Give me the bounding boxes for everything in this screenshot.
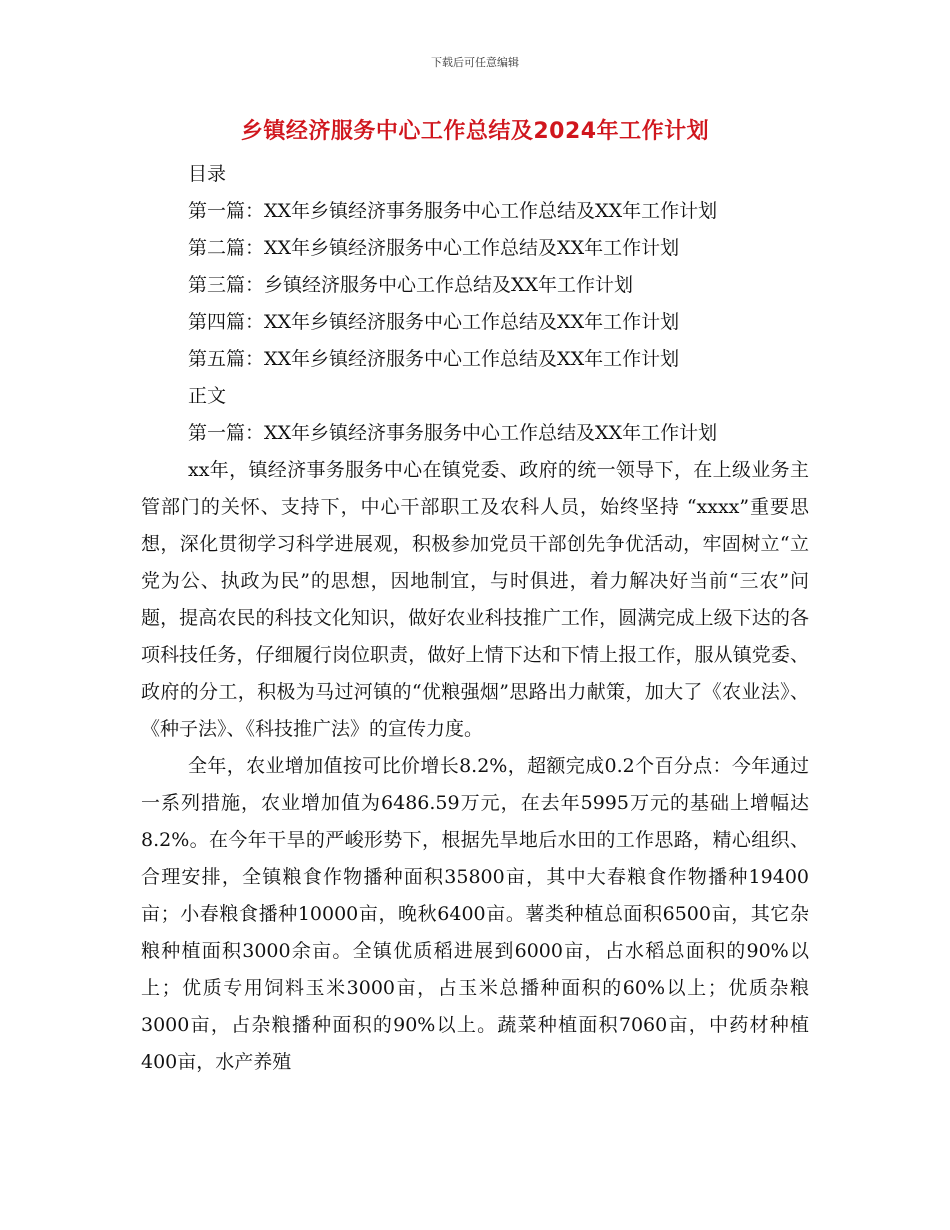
paragraph-2: 全年，农业增加值按可比价增长8.2%，超额完成0.2个百分点：今年通过一系列措施，农业增加值为6486.59万元，在去年5995万元的基础上增幅达8.2%。在今年干旱的严峻形势下，根据先旱地后水田的工作思路，精心组织、合理安排，全镇粮食作物播种面积35800亩，其中大春粮食作物播种19400亩；小春粮食播种10000亩，晚秋6400亩。薯类种植总面积6500亩，其它杂粮种植面积3000余亩。全镇优质稻进展到6000亩，占水稻总面积的90%以上；优质专用饲料玉米3000亩，占玉米总播种面积的60%以上；优质杂粮3000亩，占杂粮播种面积的90%以上。蔬菜种植面积7060亩，中药材种植400亩，水产养殖 xyxy=(141,755,809,1073)
page-header-note: 下载后可任意编辑 xyxy=(431,56,519,69)
toc-heading: 目录 xyxy=(188,163,227,185)
toc-item-1: 第一篇：XX年乡镇经济事务服务中心工作总结及XX年工作计划 xyxy=(188,200,718,222)
document-title: 乡镇经济服务中心工作总结及2024年工作计划 xyxy=(240,119,710,144)
body-heading: 正文 xyxy=(188,385,227,407)
toc-item-5: 第五篇：XX年乡镇经济服务中心工作总结及XX年工作计划 xyxy=(188,348,680,370)
toc-item-3: 第三篇：乡镇经济服务中心工作总结及XX年工作计划 xyxy=(188,274,634,296)
paragraph-1: xx年，镇经济事务服务中心在镇党委、政府的统一领导下，在上级业务主管部门的关怀、支持下，中心干部职工及农科人员，始终坚持 “xxxx”重要思想，深化贯彻学习科学进展观，积极参加党员干部创先争优活动，牢固树立“立党为公、执政为民”的思想，因地制宜，与时俱进，着力解决好当前“三农”问题，提高农民的科技文化知识，做好农业科技推广工作，圆满完成上级下达的各项科技任务，仔细履行岗位职责，做好上情下达和下情上报工作，服从镇党委、政府的分工，积极为马过河镇的“优粮强烟”思路出力献策，加大了《农业法》、《种子法》、《科技推广法》的宣传力度。 xyxy=(141,459,809,740)
document-body xyxy=(141,156,809,1081)
toc-item-2: 第二篇：XX年乡镇经济服务中心工作总结及XX年工作计划 xyxy=(188,237,680,259)
toc-item-4: 第四篇：XX年乡镇经济服务中心工作总结及XX年工作计划 xyxy=(188,311,680,333)
section-heading: 第一篇：XX年乡镇经济事务服务中心工作总结及XX年工作计划 xyxy=(188,422,718,444)
